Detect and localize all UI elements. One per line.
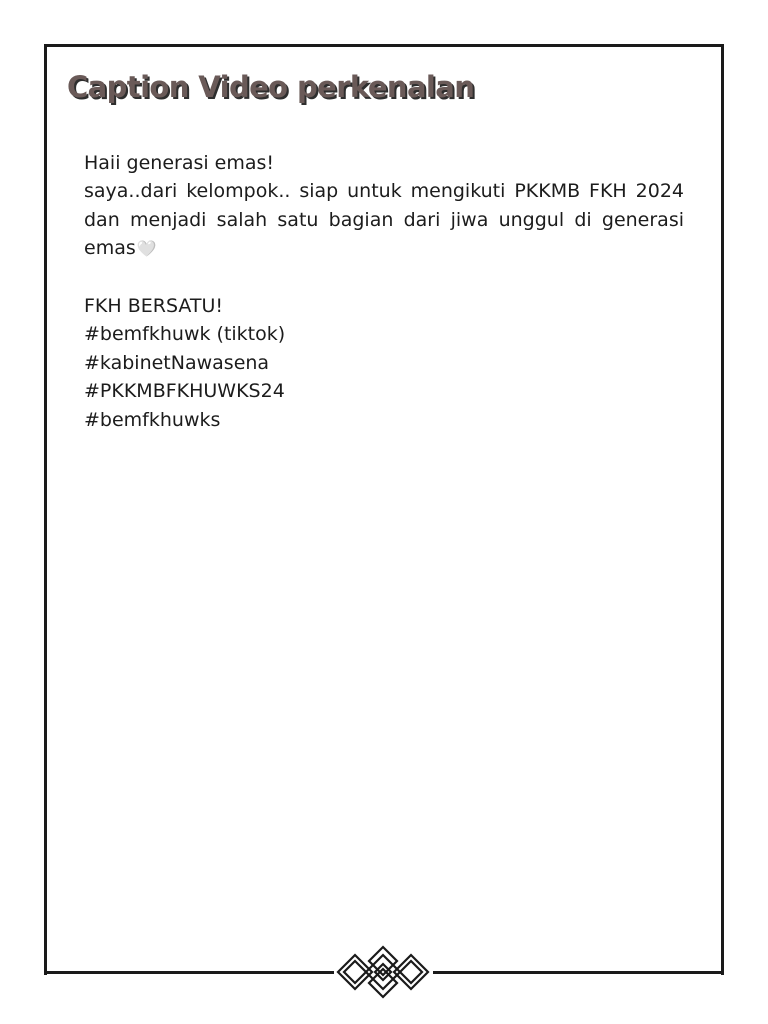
frame-top-border (45, 44, 723, 47)
caption-greeting: Haii generasi emas! (84, 152, 275, 174)
frame-bottom-border-right (433, 971, 724, 974)
caption-body: saya..dari kelompok.. siap untuk mengikuti PKKMB FKH 2024 dan menjadi salah satu bagian dari jiwa unggul di generasi emas (84, 180, 684, 260)
hashtag-item: #PKKMBFKHUWKS24 (84, 380, 285, 403)
hashtag-item: #bemfkhuwk (tiktok) (84, 323, 286, 346)
hashtag-item: #kabinetNawasena (84, 351, 270, 374)
diamond-cluster-icon (333, 944, 433, 1000)
page-title: Caption Video perkenalan (67, 70, 475, 104)
caption-body-paragraph (84, 177, 684, 263)
hashtag-item: #bemfkhuwks (84, 408, 221, 431)
white-heart-icon: 🤍 (136, 239, 157, 259)
frame-bottom-border-left (44, 971, 334, 974)
caption-slogan: FKH BERSATU! (84, 295, 224, 318)
caption-spacer (84, 264, 684, 292)
frame-left-border (44, 44, 47, 975)
frame-right-border (721, 44, 724, 975)
caption-text-block (84, 149, 684, 434)
